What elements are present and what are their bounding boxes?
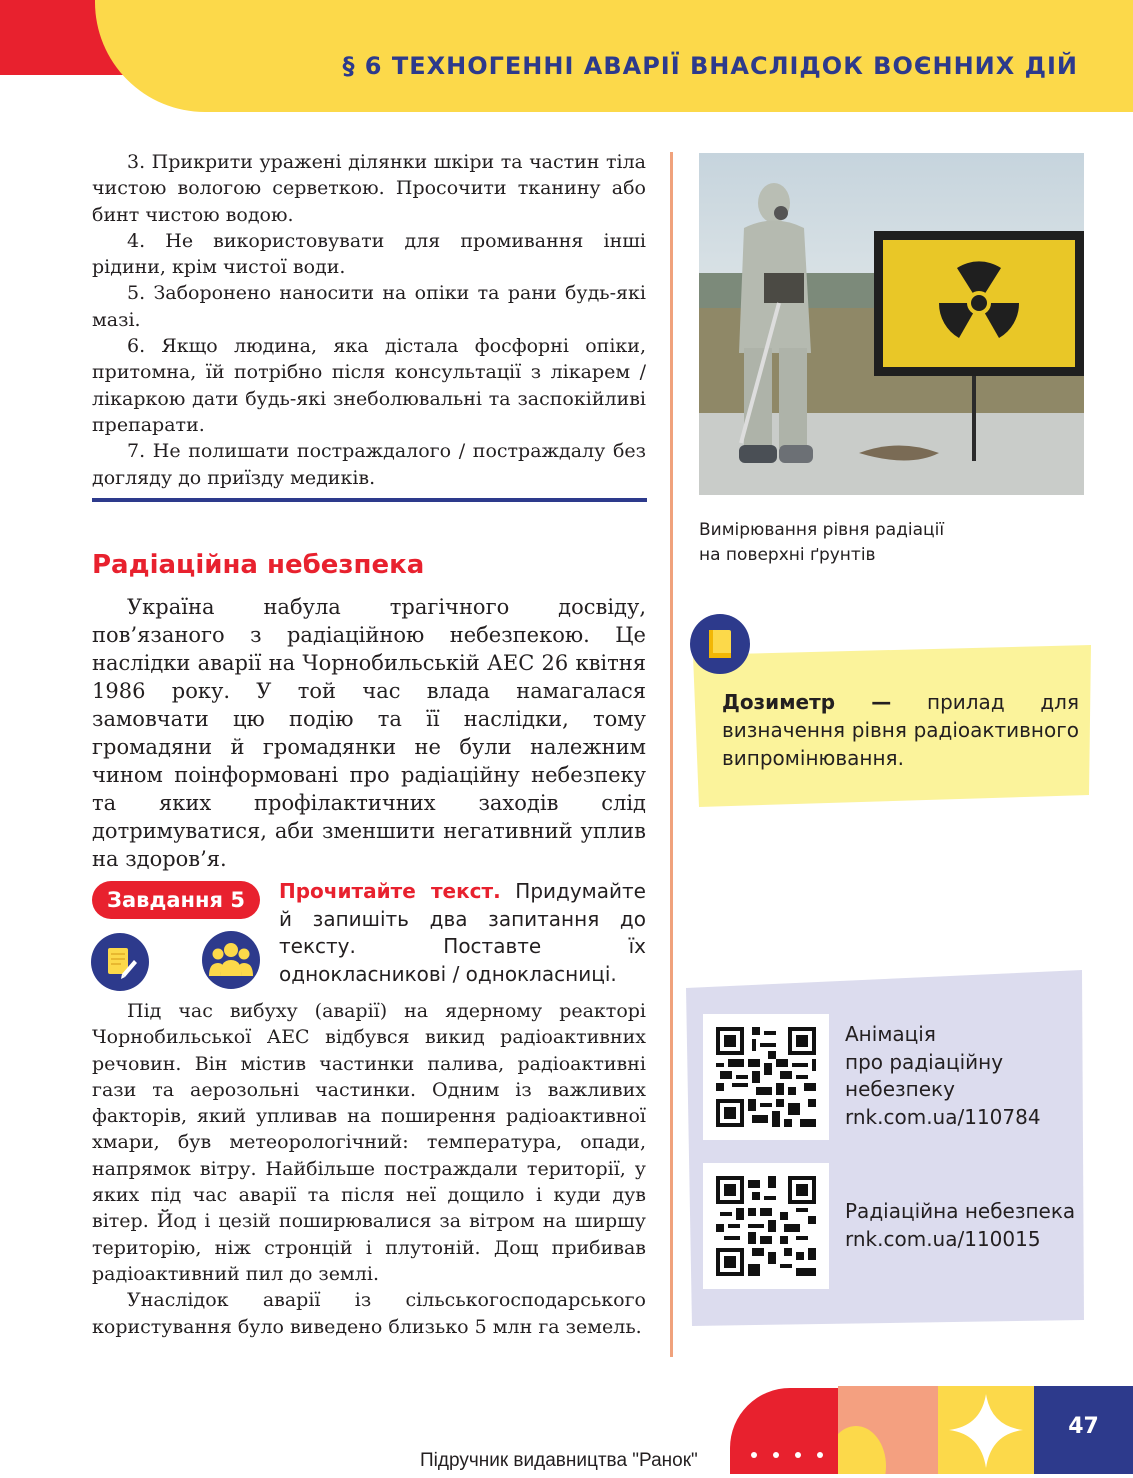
section-intro [92,593,646,873]
resource-line: про радіаційну [845,1049,1004,1074]
qr-code-radiation[interactable] [703,1163,829,1289]
task-instructions [279,878,646,988]
footer-red-block [730,1388,840,1474]
book-icon [690,614,750,674]
dosimeter-definition [722,688,1079,772]
resource-link[interactable]: rnk.com.ua/110015 [845,1226,1041,1251]
section-divider [92,498,647,502]
task-body: Придумайте й запишіть два запитання до тексту. Поставте їх однокласникові / однокласниці. [279,879,646,986]
qr-code-animation[interactable] [703,1014,829,1140]
chernobyl-text [92,998,646,1340]
column-divider [670,152,673,1357]
definition-body: прилад для визначення рівня радіоактивного випромінювання. [722,690,1079,770]
resource-line: небезпеку [845,1077,955,1101]
resource-line: Радіаційна небезпека [845,1199,1076,1223]
resource-link[interactable]: rnk.com.ua/110784 [845,1104,1041,1129]
step-paragraph: 5. Заборонено наносити на опіки та рани будь-які мазі. [92,282,646,331]
definition-term: Дозиметр — [722,690,892,714]
step-paragraph: 3. Прикрити уражені ділянки шкіри та частин тіла чистою вологою серветкою. Просочити тканину або бинт чистою водою. [92,151,646,226]
chapter-title: § 6 ТЕХНОГЕННІ АВАРІЇ ВНАСЛІДОК ВОЄННИХ ДІЙ [342,52,1078,80]
page-number: 47 [1068,1414,1099,1439]
step-paragraph: 7. Не полишати постраждалого / постраждалу без догляду до приїзду медиків. [92,440,646,489]
resource-animation-text [845,1021,1041,1131]
step-paragraph: 6. Якщо людина, яка дістала фосфорні опіки, притомна, їй потрібно після консультації з лікарем / лікаркою дати будь-які знеболювальні та заспокійливі препарати. [92,335,646,436]
section-heading: Радіаційна небезпека [92,550,425,580]
footer-peach-block [838,1386,938,1474]
footer-yellow-block [938,1386,1034,1474]
step-paragraph: 4. Не використовувати для промивання інші рідини, крім чистої води. [92,229,646,279]
write-task-icon [91,933,149,991]
radiation-measurement-photo [699,153,1084,495]
body-paragraph: Під час вибуху (аварії) на ядерному реакторі Чорнобильської АЕС відбувся викид радіоактивних речовин. Він містив частинки палива, радіоактивні гази та аерозольні частинки. Одним із важливих факторів, який упливав на поширення радіоактивної хмари, був метеорологічний: температура, опади, напрямок вітру. Найбільше постраждали території, у яких під час аварії та після неї дощило і куди дув вітер. Йод і цезій поширювалися за вітром на ширшу територію, ніж стронцій і плутоній. Дощ прибивав радіоактивний пил до землі. [92,1000,646,1285]
first-aid-steps [92,149,646,491]
body-paragraph: Унаслідок аварії із сільськогосподарського користування було виведено близько 5 млн га земель. [92,1289,646,1338]
photo-caption [699,518,1079,568]
task-lead: Прочитайте текст. [279,879,501,903]
resource-line: Анімація [845,1022,936,1046]
caption-line: Вимірювання рівня радіації [699,520,945,540]
intro-paragraph: Україна набула трагічного досвіду, пов’язаного з радіаційною небезпекою. Це наслідки аварії на Чорнобильській АЕС 26 квітня 1986 року. У той час влада намагалася замовчати цю подію та її наслідки, тому громадяни й громадянки не були належним чином поінформовані про радіаційну небезпеку та яких профілактичних заходів слід дотримуватися, аби зменшити негативний уплив на здоров’я. [92,595,646,871]
resource-radiation-text [845,1198,1075,1253]
group-work-icon [202,931,260,989]
task-badge: Завдання 5 [92,881,260,919]
publisher-note: Підручник видавництва "Ранок" [420,1450,698,1471]
caption-line: на поверхні ґрунтів [699,545,876,565]
